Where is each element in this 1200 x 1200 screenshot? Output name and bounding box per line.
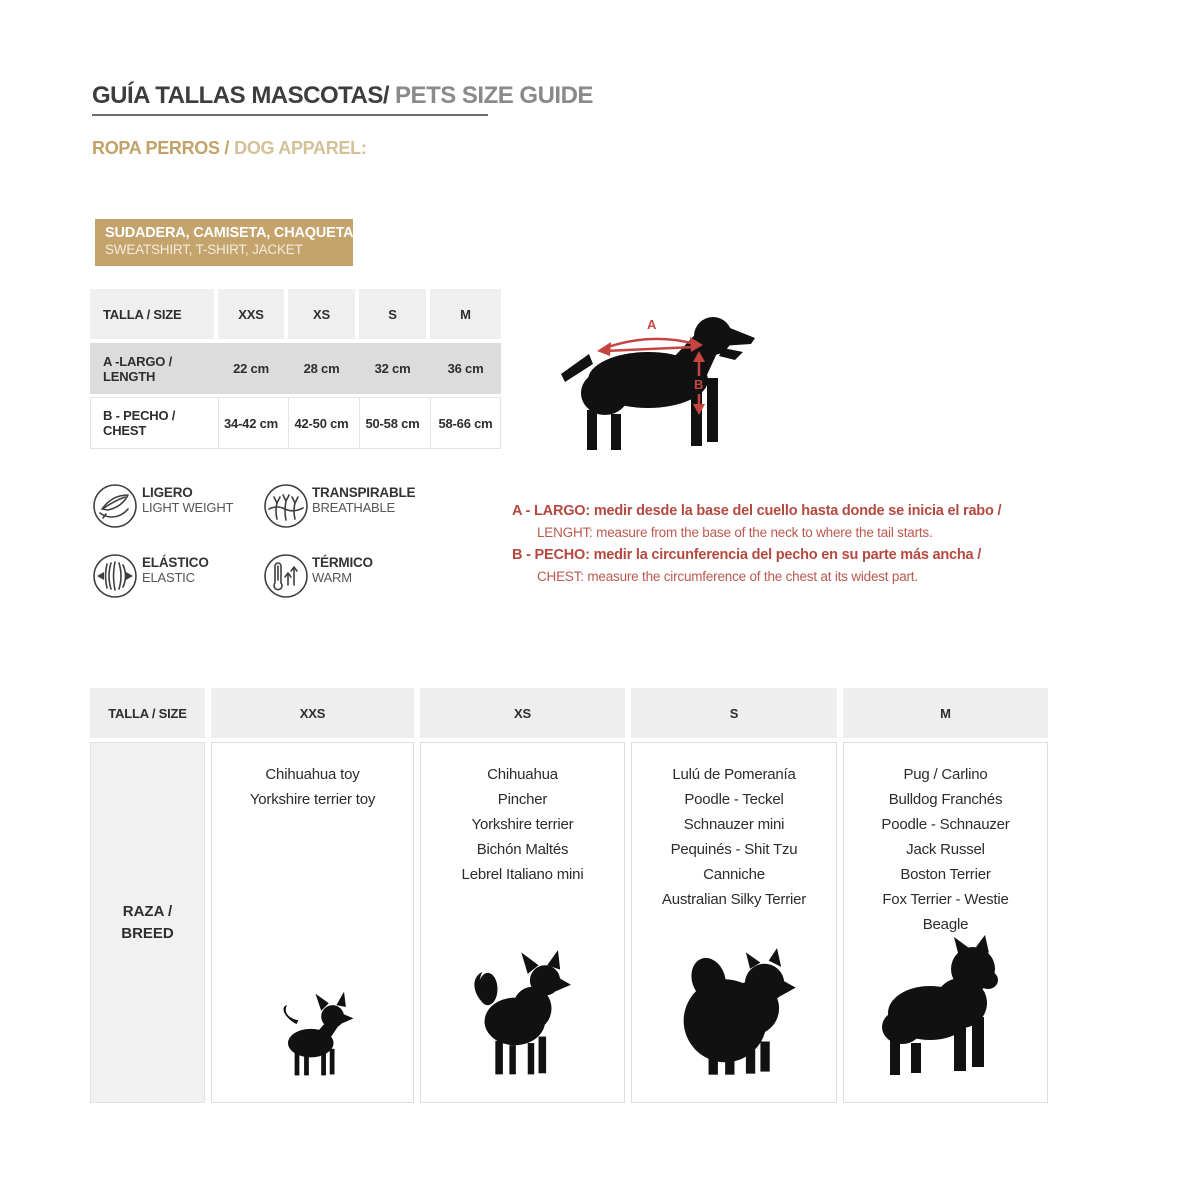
note-length-en: LENGHT: measure from the base of the neck to where the tail starts. bbox=[537, 525, 933, 540]
chest-xs: 42-50 cm bbox=[294, 415, 349, 431]
chest-m: 58-66 cm bbox=[438, 415, 493, 431]
breed-table-header-xs: XS bbox=[420, 688, 625, 738]
breed-table-header-xxs: XXS bbox=[211, 688, 414, 738]
subtitle-es: ROPA PERROS / bbox=[92, 138, 230, 158]
page-title bbox=[92, 82, 593, 110]
page-title-en: PETS SIZE GUIDE bbox=[395, 82, 593, 109]
feature-elastic-es: ELÁSTICO bbox=[142, 555, 209, 570]
breed-table-header-m: M bbox=[843, 688, 1048, 738]
size-table-header-xs: XS bbox=[288, 289, 355, 339]
length-xxs: 22 cm bbox=[233, 361, 269, 376]
feature-elastic bbox=[142, 555, 209, 585]
elastic-icon bbox=[92, 553, 138, 599]
feature-warm bbox=[312, 555, 373, 585]
row-chest-label: B - PECHO / CHEST bbox=[103, 408, 176, 438]
feature-breathable-en: BREATHABLE bbox=[312, 500, 396, 515]
feature-lightweight-en: LIGHT WEIGHT bbox=[142, 500, 234, 515]
note-chest-en: CHEST: measure the circumference of the chest at its widest part. bbox=[537, 569, 918, 584]
page-title-es: GUÍA TALLAS MASCOTAS/ bbox=[92, 82, 390, 109]
breathable-icon bbox=[263, 483, 309, 529]
breed-table-header-s: S bbox=[631, 688, 837, 738]
chest-xxs: 34-42 cm bbox=[223, 415, 279, 431]
thermal-icon bbox=[263, 553, 309, 599]
feature-warm-en: WARM bbox=[312, 570, 352, 585]
lightweight-feather-icon bbox=[92, 483, 138, 529]
size-table-header-m: M bbox=[430, 289, 501, 339]
diagram-label-b: B bbox=[694, 377, 704, 392]
longhair-chihuahua-silhouette bbox=[462, 948, 587, 1083]
dog-measurement-diagram bbox=[553, 298, 763, 453]
category-banner bbox=[95, 219, 358, 266]
breed-row-label bbox=[90, 742, 205, 1103]
length-m: 36 cm bbox=[447, 361, 484, 376]
title-underline bbox=[92, 114, 488, 116]
length-xs: 28 cm bbox=[303, 361, 340, 376]
note-length-es: A - LARGO: medir desde la base del cuello hasta donde se inicia el rabo / bbox=[512, 503, 1002, 519]
feature-elastic-en: ELASTIC bbox=[142, 570, 195, 585]
diagram-label-a: A bbox=[647, 317, 657, 332]
length-s: 32 cm bbox=[374, 361, 411, 376]
subtitle-en: DOG APPAREL: bbox=[234, 138, 367, 158]
pomeranian-silhouette bbox=[665, 945, 805, 1082]
note-chest-es: B - PECHO: medir la circunferencia del pecho en su parte más ancha / bbox=[512, 547, 982, 563]
feature-breathable bbox=[312, 485, 415, 515]
category-banner-es: SUDADERA, CAMISETA, CHAQUETA/ bbox=[105, 225, 358, 241]
feature-lightweight bbox=[142, 485, 233, 515]
row-length-label: A -LARGO / LENGTH bbox=[103, 353, 173, 384]
breed-row-label-en: BREED bbox=[121, 924, 174, 942]
chihuahua-silhouette bbox=[268, 988, 363, 1083]
breed-table-header-label: TALLA / SIZE bbox=[90, 688, 205, 738]
chest-s: 50-58 cm bbox=[365, 415, 420, 431]
feature-lightweight-es: LIGERO bbox=[142, 485, 193, 500]
feature-breathable-es: TRANSPIRABLE bbox=[312, 485, 416, 500]
size-table-header-xxs: XXS bbox=[218, 289, 284, 339]
breed-list-m: Pug / Carlino Bulldog Franchés Poodle - Schnauzer Jack Russel Boston Terrier Fox Terrier - Westie Beagle bbox=[881, 766, 1010, 933]
breed-list-xxs: Chihuahua toy Yorkshire terrier toy bbox=[249, 766, 376, 808]
french-bulldog-silhouette bbox=[868, 935, 1018, 1085]
feature-warm-es: TÉRMICO bbox=[312, 555, 373, 570]
category-banner-en: SWEATSHIRT, T-SHIRT, JACKET bbox=[105, 242, 303, 258]
breed-list-xs: Chihuahua Pincher Yorkshire terrier Bichón Maltés Lebrel Italiano mini bbox=[461, 766, 584, 883]
breed-list-s: Lulú de Pomeranía Poodle - Teckel Schnauzer mini Pequinés - Shit Tzu Canniche Australian Silky Terrier bbox=[661, 766, 807, 908]
page-subtitle bbox=[92, 138, 367, 159]
size-table-header-label: TALLA / SIZE bbox=[90, 289, 214, 339]
breed-row-label-es: RAZA / bbox=[122, 902, 173, 920]
size-table-header-s: S bbox=[359, 289, 426, 339]
